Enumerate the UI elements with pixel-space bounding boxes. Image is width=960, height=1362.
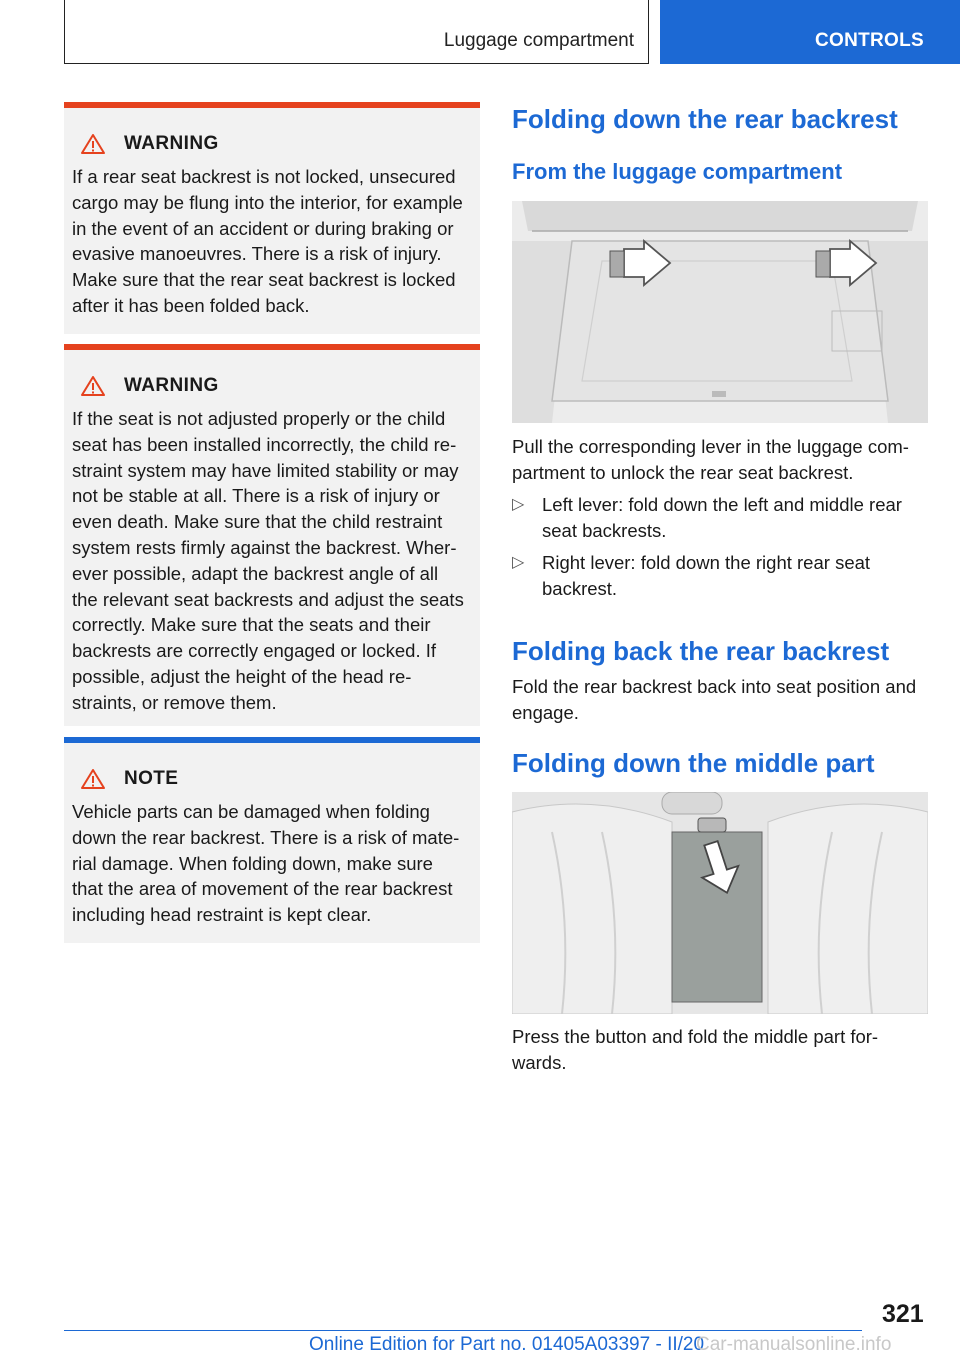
- warning-label-1: WARNING: [124, 133, 219, 154]
- bullet-triangle-icon: ▷: [512, 554, 525, 571]
- warning-label-2: WARNING: [124, 375, 219, 396]
- page-number: 321: [882, 1300, 924, 1328]
- header-chapter-title: CONTROLS: [815, 30, 925, 51]
- warning-heading-1: [80, 132, 472, 156]
- footer-edition: Online Edition for Part no. 01405A03397 - II/20: [309, 1334, 705, 1355]
- warning-box-1: [64, 102, 480, 334]
- rear-seat-middle-part-illustration: [512, 792, 928, 1014]
- heading-folding-down-middle-part: Folding down the middle part: [512, 748, 875, 778]
- heading-folding-back-rear-backrest: Folding back the rear backrest: [512, 636, 890, 666]
- heading-from-luggage-compartment: From the luggage compartment: [512, 159, 843, 184]
- pull-lever-text: Pull the corresponding lever in the luggage com‐ partment to unlock the rear seat backrest.: [512, 436, 909, 483]
- header-chapter-tab: [660, 0, 960, 64]
- fold-back-text: Fold the rear backrest back into seat position and engage.: [512, 676, 917, 723]
- warning-text-1: If a rear seat backrest is not locked, unsecured cargo may be flung into the interior, for example in the event of an accident or during braking or evasive manoeuvres. There is a risk of injury. Make sure that the rear seat backrest is locked after it has been folded back.: [72, 166, 463, 316]
- warning-text-2: If the seat is not adjusted properly or the child seat has been installed incorrectly, the child re‐ straint system may have limited stability or may not be stable at all. There is a risk of injury or even death. Make sure that the child restraint system rests firmly against the backrest. Wher‐ ever possible, adapt the backrest angle of all the relevant seat backrests and adjust the seats correctly. Make sure that the seats and their backrests are correctly engaged or locked. If possible, adjust the height of the head re‐ straints, or remove them.: [72, 408, 464, 713]
- luggage-compartment-illustration: [512, 201, 928, 423]
- note-heading: [80, 767, 472, 791]
- list-item: ▷ Right lever: fold down the right rear seat backrest.: [512, 552, 871, 599]
- press-button-text: Press the button and fold the middle part for‐ wards.: [512, 1026, 879, 1073]
- bullet-triangle-icon: ▷: [512, 496, 525, 513]
- note-box: [64, 737, 480, 943]
- warning-box-2: [64, 344, 480, 726]
- list-item: ▷ Left lever: fold down the left and middle rear seat backrests.: [512, 494, 902, 541]
- warning-triangle-icon: [80, 375, 106, 397]
- heading-folding-down-rear-backrest: Folding down the rear backrest: [512, 104, 898, 134]
- note-text: Vehicle parts can be damaged when folding down the rear backrest. There is a risk of mate‐ rial damage. When folding down, make sure that the area of movement of the rear backrest including head restraint is kept clear.: [72, 801, 460, 926]
- footer-watermark: Car-manualsonline.info: [696, 1334, 892, 1355]
- footer-divider: [64, 1330, 862, 1331]
- header-section-tab: [64, 0, 649, 64]
- note-label: NOTE: [124, 768, 179, 789]
- header-section-title: Luggage compartment: [443, 30, 634, 51]
- warning-heading-2: [80, 374, 472, 398]
- caution-triangle-icon: [80, 768, 106, 790]
- warning-triangle-icon: [80, 133, 106, 155]
